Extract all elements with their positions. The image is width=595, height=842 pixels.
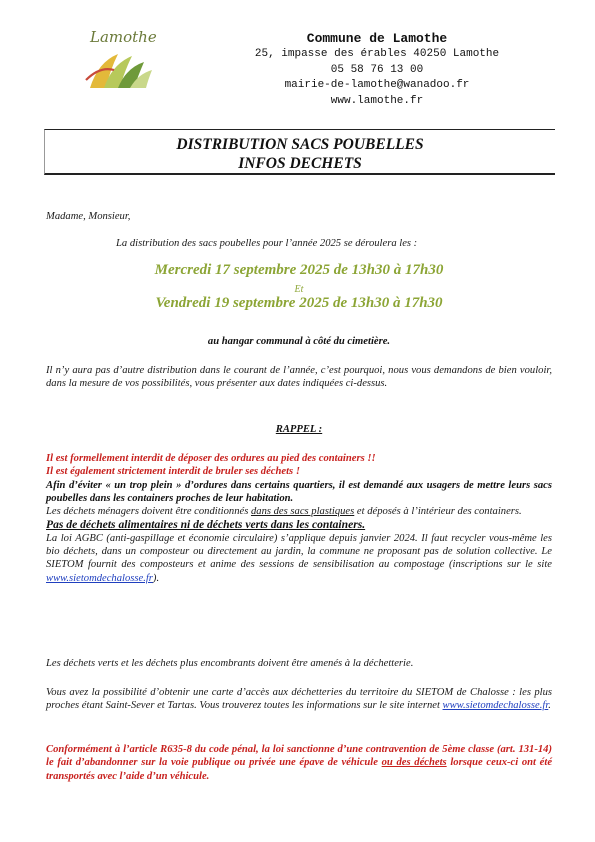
commune-name: Commune de Lamothe xyxy=(306,31,448,46)
title-line-1: DISTRIBUTION SACS POUBELLES xyxy=(176,136,424,153)
date-separator: Et xyxy=(294,284,304,295)
address: 25, impasse des érables 40250 Lamothe xyxy=(254,48,500,60)
intro-text: La distribution des sacs poubelles pour l’année 2025 se déroulera les : xyxy=(116,238,418,249)
green-waste-text: Les déchets verts et les déchets plus encombrants doivent être amenés à la déchetterie. xyxy=(46,658,414,669)
penal-text-b: lorsque ceux-ci ont été transportés avec l’aide d’un véhicule. xyxy=(46,757,553,782)
access-card-paragraph xyxy=(46,686,552,713)
no-other-distribution: Il n’y aura pas d’autre distribution dans le courant de l’année, c’est pourquoi, nous vous demandons de bien vouloir, dans la mesure de vos possibilités, vous présenter aux dates indiquées ci-dessus. xyxy=(46,365,552,390)
sietom-link-1[interactable]: www.sietomdechalosse.fr xyxy=(46,572,153,584)
logo-text: Lamothe xyxy=(90,28,157,46)
rappel-section xyxy=(46,452,552,585)
penal-code-paragraph xyxy=(46,743,552,783)
email: mairie-de-lamothe@wanadoo.fr xyxy=(284,79,470,91)
website: www.lamothe.fr xyxy=(330,94,424,107)
sietom-link-2[interactable]: www.sietomdechalosse.fr xyxy=(442,700,549,712)
phone: 05 58 76 13 00 xyxy=(330,63,424,76)
rule-plastic-bags-underlined: dans des sacs plastiques xyxy=(250,506,355,518)
agbc-paragraph xyxy=(46,532,552,585)
rule-no-dumping: Il est formellement interdit de déposer des ordures au pied des containers !! xyxy=(46,453,376,464)
agbc-end: ). xyxy=(152,572,160,584)
letterhead xyxy=(232,30,522,109)
commune-logo xyxy=(80,26,157,96)
rappel-heading: RAPPEL : xyxy=(275,424,323,435)
agbc-text: La loi AGBC (anti-gaspillage et économie circulaire) s’applique depuis janvier 2024. Il faut recycler vous-même les bio déchets, dans un composteur ou directement au jardin, la commune ne proposant pas de solution collective. Le SIETOM fournit des composteurs et anime des sessions de sensibilisation au compostage (inscriptions sur le site xyxy=(46,532,552,571)
title-line-2: INFOS DECHETS xyxy=(238,155,362,172)
rule-nearby-containers: Afin d’éviter « un trop plein » d’ordures dans certains quartiers, il est demandé aux usagers de mettre leurs sacs poubelles dans les containers proches de leur habitation. xyxy=(46,479,552,504)
access-card-end: . xyxy=(548,700,551,712)
rule-plastic-bags-b: et déposés à l’intérieur des containers. xyxy=(354,506,522,518)
penal-text-underlined: ou des déchets xyxy=(381,757,447,769)
rule-plastic-bags-a: Les déchets ménagers doivent être conditionnés xyxy=(46,506,251,518)
rule-plastic-bags xyxy=(46,505,552,518)
location: au hangar communal à côté du cimetière. xyxy=(207,336,391,347)
date-1: Mercredi 17 septembre 2025 de 13h30 à 17h30 xyxy=(154,262,444,278)
rule-no-burning: Il est également strictement interdit de bruler ses déchets ! xyxy=(46,466,300,478)
rule-no-food-waste: Pas de déchets alimentaires ni de déchets verts dans les containers. xyxy=(46,518,366,532)
title-box xyxy=(44,129,555,175)
greeting: Madame, Monsieur, xyxy=(46,211,131,222)
date-2: Vendredi 19 septembre 2025 de 13h30 à 17h30 xyxy=(155,295,443,311)
penal-text-a: Conformément à l’article R635-8 du code pénal, la loi sanctionne d’une contravention de 5ème classe (art. 131-14) le fait d’abandonner sur la voie publique ou privée une épave de véhicule xyxy=(46,744,552,769)
access-card-text: Vous avez la possibilité d’obtenir une carte d’accès aux déchetteries du territoire du SIETOM de Chalosse : les plus proches étant Saint-Sever et Tartas. Vous trouverez toutes les informations sur le site internet xyxy=(46,687,552,712)
